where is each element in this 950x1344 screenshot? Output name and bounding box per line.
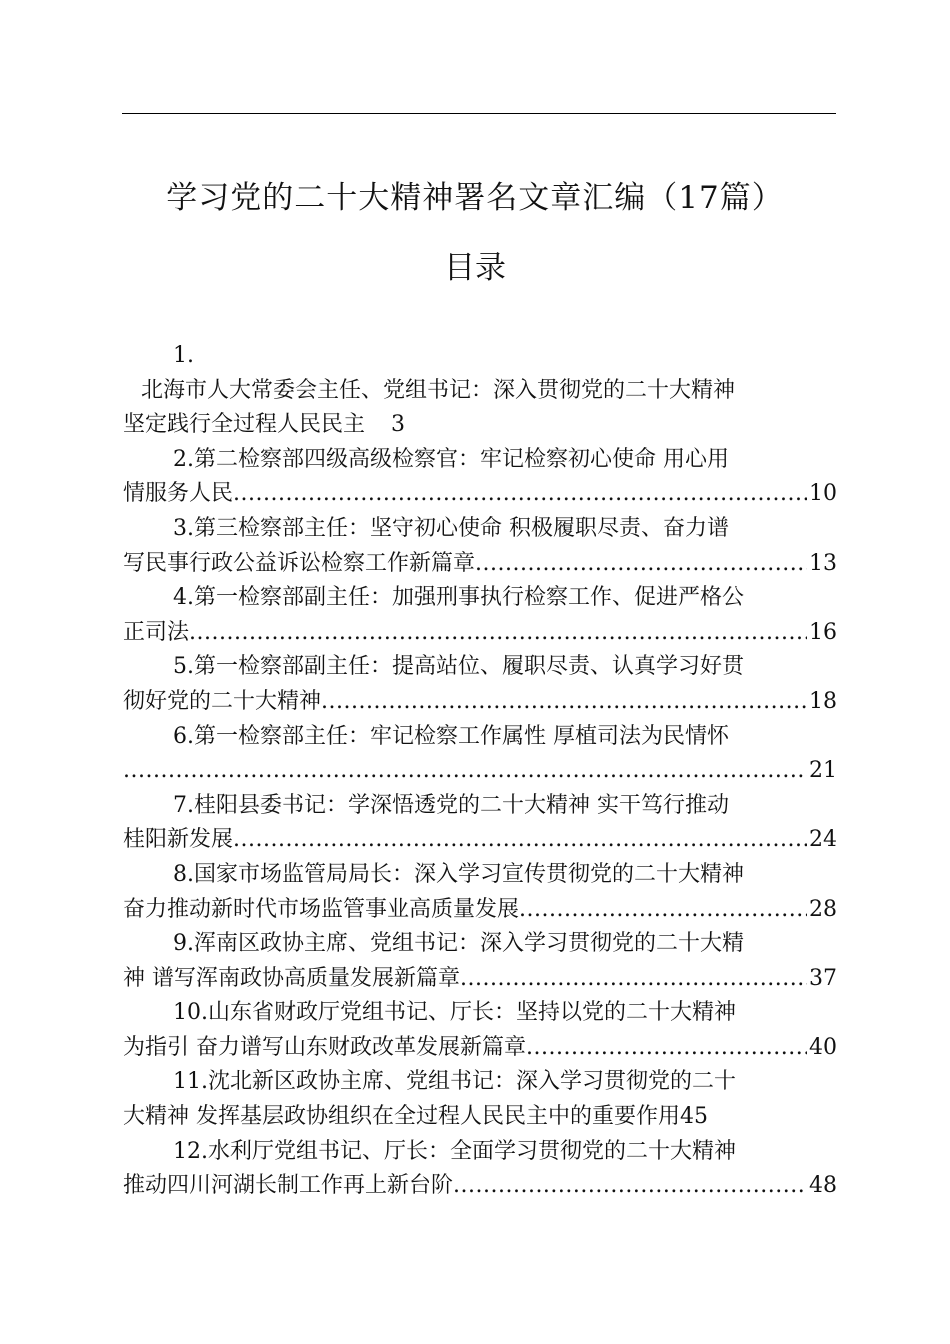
dot-leader bbox=[519, 893, 807, 928]
toc-entry-page: 18 bbox=[809, 688, 837, 714]
title-text-b: 篇） bbox=[719, 180, 784, 216]
title-text-a: 学习党的二十大精神署名文章汇编（ bbox=[166, 180, 679, 216]
toc-entry-10[interactable] bbox=[123, 996, 837, 1065]
toc-entry-number: 12. bbox=[173, 1138, 208, 1164]
toc-entry-title-line2: 奋力推动新时代市场监管事业高质量发展 bbox=[123, 896, 520, 922]
toc-entry-page: 24 bbox=[809, 827, 837, 853]
dot-leader bbox=[460, 962, 807, 997]
dot-leader bbox=[453, 1169, 807, 1204]
toc-entry-11[interactable] bbox=[123, 1065, 837, 1134]
toc-entry-number: 8. bbox=[173, 861, 194, 887]
toc-entry-title-line2: 大精神 发挥基层政协组织在全过程人民民主中的重要作用 bbox=[123, 1104, 680, 1130]
toc-entry-6[interactable] bbox=[123, 720, 837, 789]
toc-entry-page: 3 bbox=[391, 412, 406, 438]
dot-leader bbox=[233, 823, 807, 858]
document-title bbox=[0, 176, 950, 220]
toc-entry-1[interactable] bbox=[123, 339, 837, 443]
toc-entry-page: 28 bbox=[809, 896, 837, 922]
toc-entry-page: 16 bbox=[809, 619, 837, 645]
toc-entry-title-line2: 坚定践行全过程人民民主 bbox=[123, 412, 366, 438]
toc-entry-page: 13 bbox=[809, 550, 837, 576]
toc-entry-page: 37 bbox=[809, 965, 837, 991]
toc-entry-page: 48 bbox=[809, 1173, 837, 1199]
toc-entry-title-line2: 桂阳新发展 bbox=[123, 827, 234, 853]
dot-leader bbox=[123, 754, 807, 789]
toc-heading: 目录 bbox=[444, 250, 506, 286]
toc-entry-number: 9. bbox=[173, 931, 194, 957]
toc-entry-title-line1: 浑南区政协主席、党组书记：深入学习贯彻党的二十大精 bbox=[194, 931, 745, 957]
toc-entry-number: 5. bbox=[173, 654, 194, 680]
toc-entry-title-line1: 水利厅党组书记、厅长：全面学习贯彻党的二十大精神 bbox=[208, 1138, 737, 1164]
toc-entry-title-line2: 正司法 bbox=[123, 619, 190, 645]
toc-entry-title-line1: 第一检察部副主任：提高站位、履职尽责、认真学习好贯 bbox=[194, 654, 745, 680]
toc-entry-title-line1: 桂阳县委书记：学深悟透党的二十大精神 实干笃行推动 bbox=[194, 792, 729, 818]
header-rule bbox=[122, 113, 836, 114]
title-number: 17 bbox=[678, 180, 720, 216]
toc-entry-number: 10. bbox=[173, 1000, 208, 1026]
dot-leader bbox=[475, 547, 807, 582]
toc-entry-page: 45 bbox=[680, 1104, 708, 1130]
toc-entry-number: 2. bbox=[173, 446, 194, 472]
toc-entry-12[interactable] bbox=[123, 1135, 837, 1204]
toc-entry-title-line1: 第一检察部副主任：加强刑事执行检察工作、促进严格公 bbox=[194, 585, 745, 611]
dot-leader bbox=[189, 616, 807, 651]
toc-entry-title-line1: 第三检察部主任：坚守初心使命 积极履职尽责、奋力谱 bbox=[194, 515, 729, 541]
toc-entry-page: 10 bbox=[809, 481, 837, 507]
toc-entry-number: 4. bbox=[173, 585, 194, 611]
toc-entry-4[interactable] bbox=[123, 581, 837, 650]
dot-leader bbox=[321, 685, 807, 720]
toc-entry-title-line2: 写民事行政公益诉讼检察工作新篇章 bbox=[123, 550, 476, 576]
toc-entry-number: 3. bbox=[173, 515, 194, 541]
toc-entry-5[interactable] bbox=[123, 650, 837, 719]
toc-entry-number: 11. bbox=[173, 1069, 208, 1095]
toc-entry-title-line2: 为指引 奋力谱写山东财政改革发展新篇章 bbox=[123, 1034, 526, 1060]
toc-entry-8[interactable] bbox=[123, 858, 837, 927]
toc-entry-2[interactable] bbox=[123, 443, 837, 512]
toc-entry-title-line1: 北海市人大常委会主任、党组书记：深入贯彻党的二十大精神 bbox=[141, 377, 736, 403]
toc-entry-title-line1: 国家市场监管局局长：深入学习宣传贯彻党的二十大精神 bbox=[194, 861, 745, 887]
toc-entry-title-line2: 神 谱写浑南政协高质量发展新篇章 bbox=[123, 965, 460, 991]
toc-entry-7[interactable] bbox=[123, 789, 837, 858]
toc-entry-3[interactable] bbox=[123, 512, 837, 581]
toc-entry-title-line2: 情服务人民 bbox=[123, 481, 234, 507]
toc-entry-title-line2: 彻好党的二十大精神 bbox=[123, 688, 322, 714]
toc-entry-title-line1: 第一检察部主任：牢记检察工作属性 厚植司法为民情怀 bbox=[194, 723, 729, 749]
toc-entry-title-line1: 沈北新区政协主席、党组书记：深入学习贯彻党的二十 bbox=[208, 1069, 737, 1095]
dot-leader bbox=[233, 477, 807, 512]
toc-entry-number: 1. bbox=[173, 343, 194, 368]
toc-entry-title-line2: 推动四川河湖长制工作再上新台阶 bbox=[123, 1173, 454, 1199]
toc-entry-title-line1: 第二检察部四级高级检察官：牢记检察初心使命 用心用 bbox=[194, 446, 729, 472]
toc-entry-page: 40 bbox=[809, 1034, 837, 1060]
toc-entry-title-line1: 山东省财政厅党组书记、厅长：坚持以党的二十大精神 bbox=[208, 1000, 737, 1026]
toc-entry-number: 7. bbox=[173, 792, 194, 818]
toc-entry-number: 6. bbox=[173, 723, 194, 749]
table-of-contents bbox=[123, 339, 837, 1204]
toc-entry-9[interactable] bbox=[123, 927, 837, 996]
dot-leader bbox=[526, 1031, 807, 1066]
toc-entry-page: 21 bbox=[809, 758, 837, 784]
